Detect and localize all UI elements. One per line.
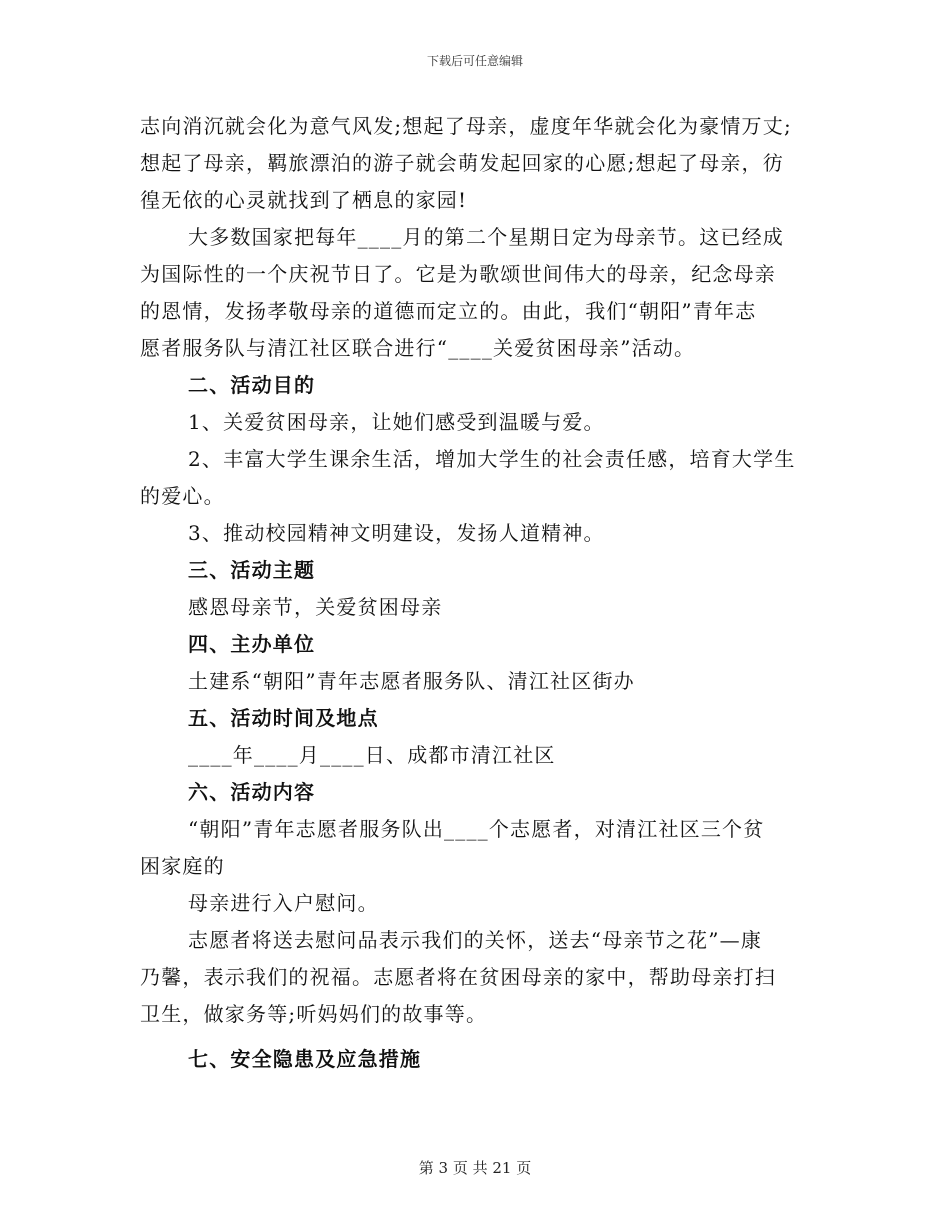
body-line: 感恩母亲节，关爱贫困母亲 bbox=[188, 595, 443, 619]
paragraph-gap bbox=[140, 1033, 820, 1041]
body-line: 卫生，做家务等;听妈妈们的故事等。 bbox=[140, 1002, 488, 1026]
section-heading-time-place: 五、活动时间及地点 bbox=[188, 706, 379, 730]
body-line: 大多数国家把每年____月的第二个星期日定为母亲节。这已经成 bbox=[188, 225, 784, 249]
body-line: 为国际性的一个庆祝节日了。它是为歌颂世间伟大的母亲，纪念母亲 bbox=[140, 262, 776, 286]
body-line: 的爱心。 bbox=[140, 484, 225, 508]
page-number: 第 3 页 共 21 页 bbox=[418, 1159, 532, 1177]
body-line: 土建系“朝阳”青年志愿者服务队、清江社区街办 bbox=[188, 669, 635, 693]
body-line: ____年____月____日、成都市清江社区 bbox=[188, 743, 556, 767]
body-line: 困家庭的 bbox=[140, 854, 225, 878]
body-line: 徨无依的心灵就找到了栖息的家园! bbox=[140, 188, 468, 212]
section-heading-content: 六、活动内容 bbox=[188, 780, 316, 804]
body-line: 志愿者将送去慰问品表示我们的关怀，送去“母亲节之花”—康 bbox=[188, 928, 763, 952]
body-line: 想起了母亲，羁旅漂泊的游子就会萌发起回家的心愿;想起了母亲，彷 bbox=[140, 151, 784, 175]
section-heading-organizer: 四、主办单位 bbox=[188, 632, 316, 656]
body-line: 的恩情，发扬孝敬母亲的道德而定立的。由此，我们“朝阳”青年志 bbox=[140, 299, 757, 323]
section-heading-safety: 七、安全隐患及应急措施 bbox=[188, 1047, 422, 1071]
list-item: 3、推动校园精神文明建设，发扬人道精神。 bbox=[188, 521, 605, 545]
body-line: 志向消沉就会化为意气风发;想起了母亲，虚度年华就会化为豪情万丈; bbox=[140, 114, 792, 138]
document-body bbox=[140, 108, 820, 1078]
body-line: 愿者服务队与清江社区联合进行“____关爱贫困母亲”活动。 bbox=[140, 336, 696, 360]
body-line: 乃馨，表示我们的祝福。志愿者将在贫困母亲的家中，帮助母亲打扫 bbox=[140, 965, 776, 989]
list-item: 1、关爱贫困母亲，让她们感受到温暖与爱。 bbox=[188, 410, 605, 434]
body-line: 母亲进行入户慰问。 bbox=[188, 891, 379, 915]
body-line: “朝阳”青年志愿者服务队出____个志愿者，对清江社区三个贫 bbox=[188, 817, 765, 841]
section-heading-purpose: 二、活动目的 bbox=[188, 373, 316, 397]
page-header-note: 下载后可任意编辑 bbox=[426, 54, 523, 68]
section-heading-theme: 三、活动主题 bbox=[188, 558, 316, 582]
list-item: 2、丰富大学生课余生活，增加大学生的社会责任感，培育大学生 bbox=[188, 447, 796, 471]
